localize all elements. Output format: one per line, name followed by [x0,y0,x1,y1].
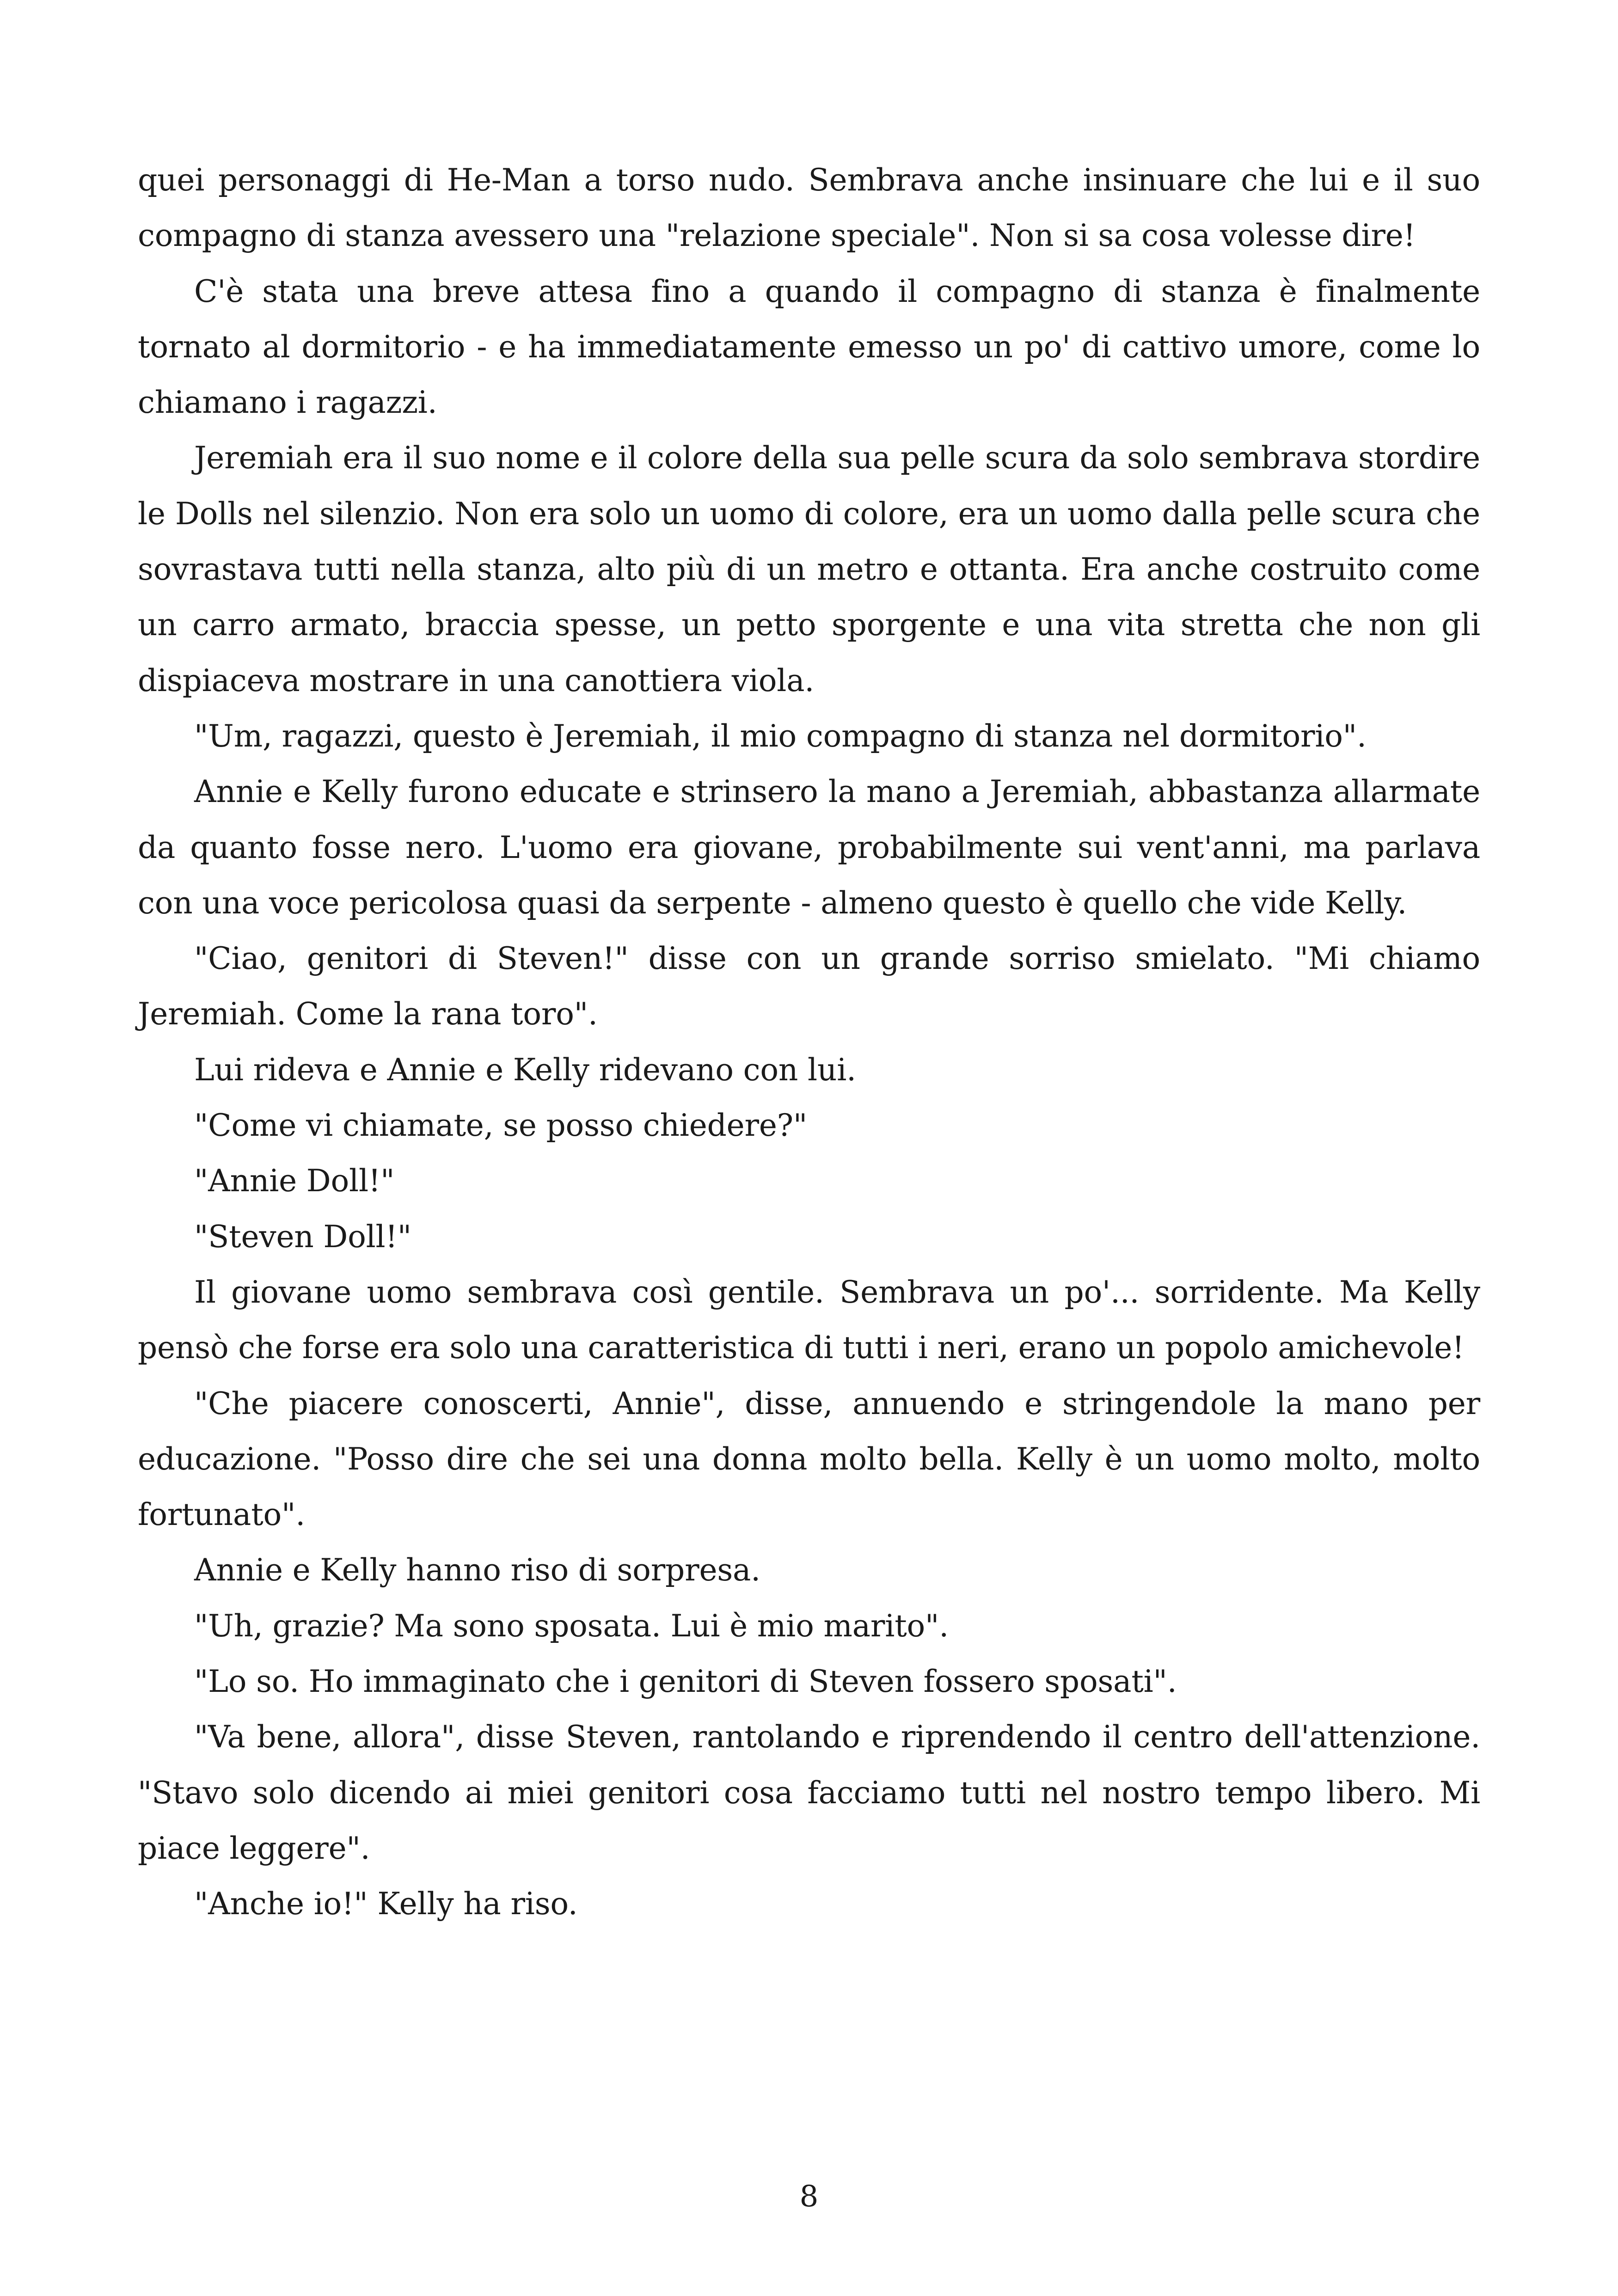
paragraph-1: quei personaggi di He-Man a torso nudo. Sembrava anche insinuare che lui e il suo compagno di stanza avessero una "relazione speciale". Non si sa cosa volesse dire! [138,162,1480,254]
paragraph-9: "Annie Doll!" [194,1163,395,1199]
paragraph-3: Jeremiah era il suo nome e il colore della sua pelle scura da solo sembrava stordire le Dolls nel silenzio. Non era solo un uomo di colore, era un uomo dalla pelle scura che sovrastava tutti nella stanza, alto più di un metro e ottanta. Era anche costruito come un carro armato, braccia spesse, un petto sporgente e una vita stretta che non gli dispiaceva mostrare in una canottiera viola. [138,440,1480,698]
paragraph-7: Lui rideva e Annie e Kelly ridevano con lui. [194,1052,856,1088]
paragraph-16: "Va bene, allora", disse Steven, rantolando e riprendendo il centro dell'attenzione. "Stavo solo dicendo ai miei genitori cosa facciamo tutti nel nostro tempo libero. Mi piace leggere". [138,1719,1480,1866]
paragraph-13: Annie e Kelly hanno riso di sorpresa. [194,1552,760,1588]
page-number: 8 [799,2180,819,2214]
paragraph-6: "Ciao, genitori di Steven!" disse con un grande sorriso smielato. "Mi chiamo Jeremiah. Come la rana toro". [138,941,1480,1032]
paragraph-15: "Lo so. Ho immaginato che i genitori di Steven fossero sposati". [194,1664,1177,1700]
paragraph-12: "Che piacere conoscerti, Annie", disse, annuendo e stringendole la mano per educazione. "Posso dire che sei una donna molto bella. Kelly è un uomo molto, molto fortunato". [138,1385,1480,1533]
page-body [138,153,1480,1932]
paragraph-14: "Uh, grazie? Ma sono sposata. Lui è mio marito". [194,1608,949,1644]
paragraph-11: Il giovane uomo sembrava così gentile. Sembrava un po'... sorridente. Ma Kelly pensò che forse era solo una caratteristica di tutti i neri, erano un popolo amichevole! [138,1274,1480,1366]
paragraph-4: "Um, ragazzi, questo è Jeremiah, il mio compagno di stanza nel dormitorio". [194,718,1367,754]
paragraph-10: "Steven Doll!" [194,1218,411,1255]
paragraph-8: "Come vi chiamate, se posso chiedere?" [194,1108,808,1144]
paragraph-17: "Anche io!" Kelly ha riso. [194,1886,578,1922]
paragraph-2: C'è stata una breve attesa fino a quando il compagno di stanza è finalmente tornato al dormitorio - e ha immediatamente emesso un po' di cattivo umore, come lo chiamano i ragazzi. [138,273,1480,421]
paragraph-5: Annie e Kelly furono educate e strinsero la mano a Jeremiah, abbastanza allarmate da quanto fosse nero. L'uomo era giovane, probabilmente sui vent'anni, ma parlava con una voce pericolosa quasi da serpente - almeno questo è quello che vide Kelly. [138,774,1480,921]
